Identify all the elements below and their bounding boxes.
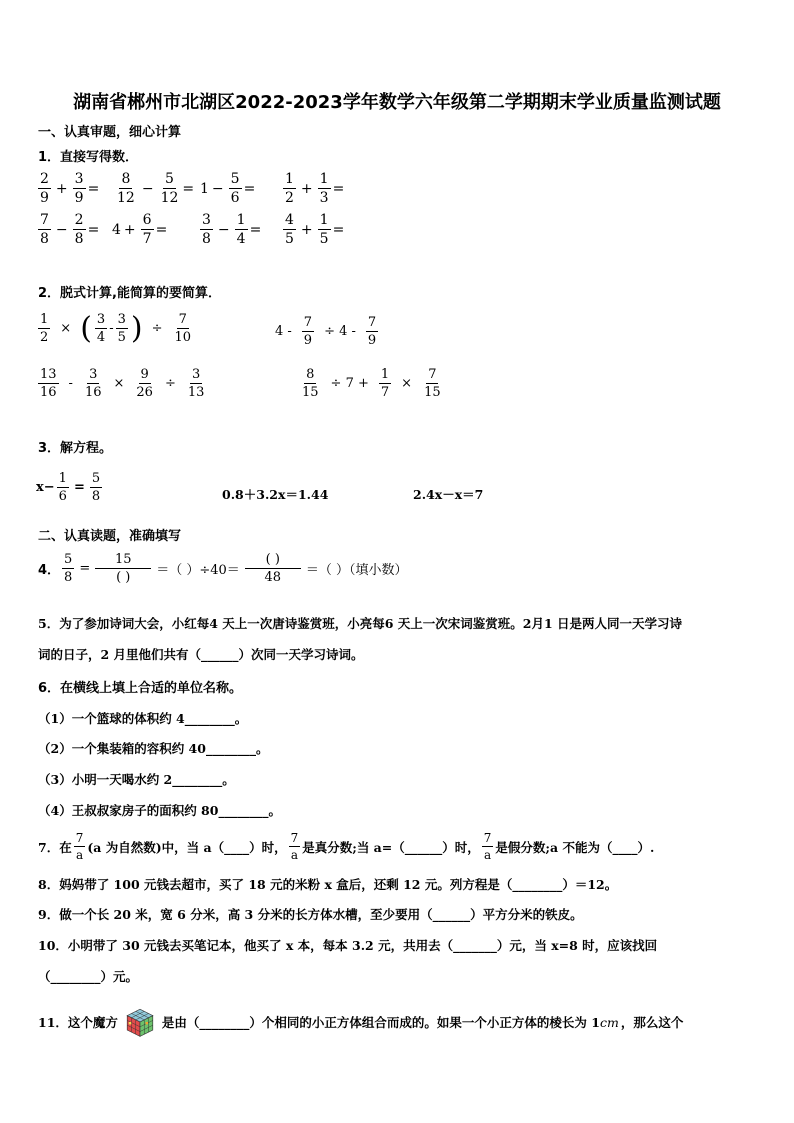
q6-item-3: （3）小明一天喝水约 2________。 xyxy=(38,772,235,787)
q10-line-1: 10．小明带了 30 元钱去买笔记本，他买了 x 本，每本 3.2 元，共用去（_______）元，当 x=8 时，应该找回 xyxy=(38,938,658,953)
q6-label: 6．在横线上填上合适的单位名称。 xyxy=(38,681,243,696)
q1-item-7: $\frac{3}{8}$ − $\frac{1}{4}$ = xyxy=(202,212,262,247)
page-title: 湖南省郴州市北湖区2022-2023学年数学六年级第二学期期末学业质量监测试题 xyxy=(73,92,721,113)
q6-item-1: （1）一个篮球的体积约 4________。 xyxy=(38,711,248,726)
q1-item-6: 4 + $\frac{6}{7}$ = xyxy=(112,212,168,247)
q6-item-2: （2）一个集装箱的容积约 40________。 xyxy=(38,741,269,756)
q4-question: 4． $\frac{5}{8}$ = $\frac{15}{( )}$ ＝（ ）÷40＝ $\frac{( )}{48}$ ＝（ ）（填小数） xyxy=(38,552,408,585)
q1-item-2: $\frac{8}{12}$ − $\frac{5}{12}$ = xyxy=(117,171,195,206)
q2-expression-4: $\frac{8}{15}$ ÷ 7 + $\frac{1}{7}$ × $\frac{7}{15}$ xyxy=(302,367,441,400)
q7-question: 7．在 $\frac{7}{a}$ (a 为自然数)中，当 a（____）时， $\frac{7}{a}$ 是真分数;当 a=（______）时， $\frac{7}{a}$ 是假分数;a 不能为（____）. xyxy=(38,831,655,862)
q5-line-1: 5．为了参加诗词大会，小红每4 天上一次唐诗鉴赏班，小亮每6 天上一次宋词鉴赏班。2月1 日是两人同一天学习诗 xyxy=(38,616,683,631)
q2-expression-3: $\frac{13}{16}$ - $\frac{3}{16}$ × $\frac{9}{26}$ ÷ $\frac{3}{13}$ xyxy=(40,367,205,400)
q1-item-4: $\frac{1}{2}$ + $\frac{1}{3}$ = xyxy=(285,171,345,206)
q6-item-4: （4）王叔叔家房子的面积约 80________。 xyxy=(38,803,281,818)
q3-equation-3: 2.4x－x＝7 xyxy=(413,487,484,502)
q1-item-1: $\frac{2}{9}$ + $\frac{3}{9}$ = xyxy=(40,171,100,206)
q3-equation-2: 0.8＋3.2x＝1.44 xyxy=(222,487,329,502)
q3-label: 3．解方程。 xyxy=(38,441,113,456)
q2-label: 2．脱式计算,能简算的要简算． xyxy=(38,286,221,301)
q2-expression-1: $\frac{1}{2}$ × ( $\frac{3}{4}$ - $\frac{3}{5}$ ) ÷ $\frac{7}{10}$ xyxy=(40,310,192,346)
q10-line-2: （________）元。 xyxy=(38,969,139,984)
section-heading-2: 二、认真读题，准确填写 xyxy=(38,529,182,544)
section-heading-1: 一、认真审题，细心计算 xyxy=(38,125,182,140)
q9-question: 9．做一个长 20 米，宽 6 分米，高 3 分米的长方体水槽，至少要用（______）平方分米的铁皮。 xyxy=(38,907,583,922)
q8-question: 8．妈妈带了 100 元钱去超市，买了 18 元的米粉 x 盒后，还剩 12 元。列方程是（________）＝12。 xyxy=(38,877,618,892)
q11-question: 11．这个魔方 是由（________）个相同的小正方体组合而成的。如果一个小正方体的棱长为 1 cm ，那么这个 xyxy=(38,1006,683,1038)
q2-expression-2: 4 - $\frac{7}{9}$ ÷ 4 - $\frac{7}{9}$ xyxy=(275,315,377,348)
q3-equation-1: x− $\frac{1}{6}$ = $\frac{5}{8}$ xyxy=(36,471,101,504)
q1-label: 1．直接写得数． xyxy=(38,150,139,165)
q1-item-8: $\frac{4}{5}$ + $\frac{1}{5}$ = xyxy=(285,212,345,247)
q1-item-5: $\frac{7}{8}$ − $\frac{2}{8}$ = xyxy=(40,212,100,247)
rubiks-cube-image xyxy=(124,1006,156,1038)
q1-item-3: 1 − $\frac{5}{6}$ = xyxy=(200,171,256,206)
q5-line-2: 词的日子，2 月里他们共有（______）次同一天学习诗词。 xyxy=(38,647,364,662)
